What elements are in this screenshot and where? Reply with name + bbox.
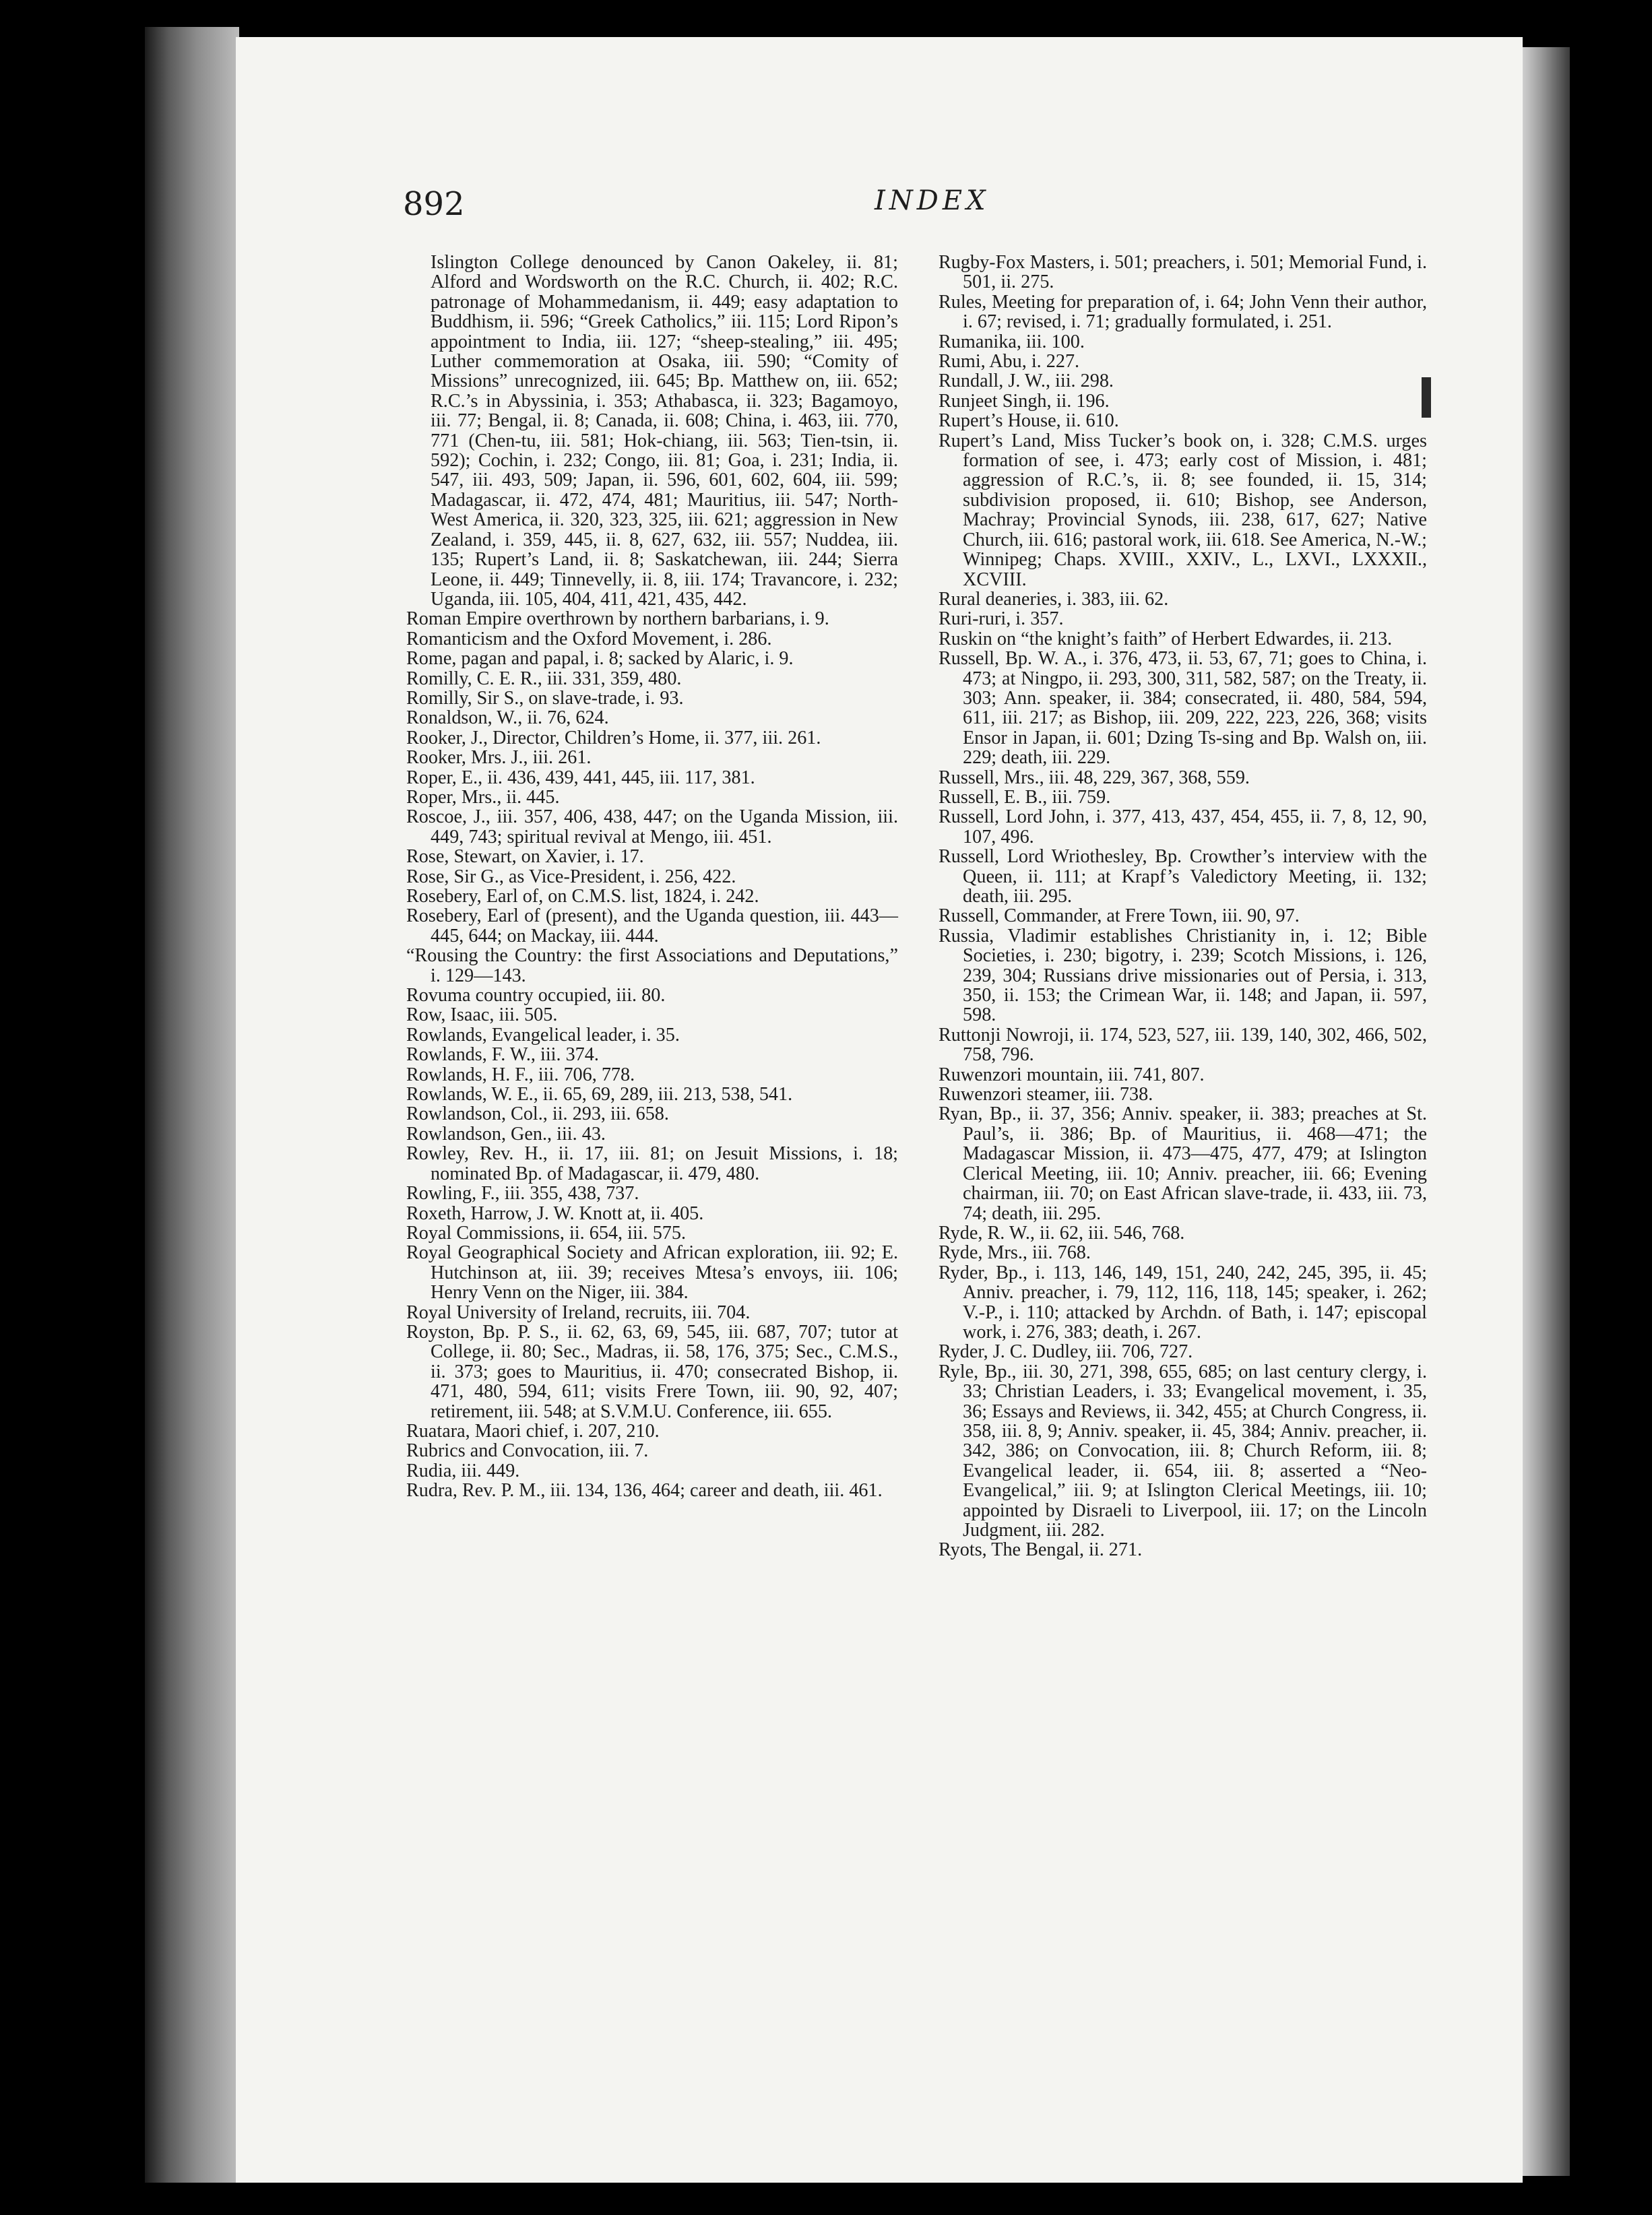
index-entry: Rowlands, Evangelical leader, i. 35. [406,1024,680,1046]
index-entry: Rose, Sir G., as Vice-President, i. 256, 422. [406,866,736,887]
index-entry: “Rousing the Country: the first Associations and Deputations,” i. 129—143. [406,945,898,986]
index-entry: Rowlands, W. E., ii. 65, 69, 289, iii. 213, 538, 541. [406,1084,793,1105]
index-entry: Rowlands, H. F., iii. 706, 778. [406,1064,635,1085]
index-entry: Romanticism and the Oxford Movement, i. 286. [406,628,772,649]
index-entry: Rudra, Rev. P. M., iii. 134, 136, 464; career and death, iii. 461. [406,1480,883,1502]
index-entry: Ryle, Bp., iii. 30, 271, 398, 655, 685; on last century clergy, i. 33; Christian Leaders, i. 33; Evangelical movement, i. 35, 36; Essays and Reviews, ii. 342, 455; at Church Congress, ii. 358, iii. 8, 9; Anniv. speaker, ii. 45, 384; Anniv. preacher, ii. 342, 386; on Convocation, iii. 8; Church Reform, iii. 8; Evangelical leader, ii. 654, iii. 8; asserted a “Neo-Evangelical,” iii. 9; at Islington Clerical Meetings, iii. 10; appointed by Disraeli to Liverpool, iii. 17; on the Lincoln Judgment, iii. 282. [939,1361,1427,1541]
index-entry: Ryots, The Bengal, ii. 271. [939,1539,1143,1561]
index-entry: Rooker, Mrs. J., iii. 261. [406,747,592,769]
index-entry: Roper, E., ii. 436, 439, 441, 445, iii. 117, 381. [406,767,755,788]
index-entry: Russia, Vladimir establishes Christianity in, i. 12; Bible Societies, i. 230; bigotry, i. 239; Scotch Missions, i. 126, 239, 304; Russians drive missionaries out of Persia, i. 313, 350, ii. 153; the Crimean War, ii. 148; and Japan, ii. 597, 598. [939,925,1427,1026]
index-entry: Rudia, iii. 449. [406,1460,520,1481]
index-entry: Rooker, J., Director, Children’s Home, ii. 377, iii. 261. [406,727,821,748]
index-entry: Rundall, J. W., iii. 298. [939,371,1114,392]
page-number: 892 [403,185,465,223]
index-entry: Russell, Commander, at Frere Town, iii. 90, 97. [939,905,1300,927]
index-entry: Ryde, R. W., ii. 62, iii. 546, 768. [939,1222,1185,1244]
index-entry: Royston, Bp. P. S., ii. 62, 63, 69, 545, iii. 687, 707; tutor at College, ii. 80; Sec., Madras, ii. 58, 176, 375; Sec., C.M.S., ii. 373; goes to Mauritius, ii. 470; consecrated Bishop, ii. 471, 480, 594, 611; visits Frere Town, iii. 90, 92, 407; retirement, iii. 548; at S.V.M.U. Conference, iii. 655. [406,1321,898,1422]
index-entry: Russell, Mrs., iii. 48, 229, 367, 368, 559. [939,767,1250,788]
book-page-edge-right [1523,47,1570,2176]
index-entry: Roscoe, J., iii. 357, 406, 438, 447; on the Uganda Mission, iii. 449, 743; spiritual revival at Mengo, iii. 451. [406,806,898,847]
index-entry: Row, Isaac, iii. 505. [406,1004,558,1026]
index-entry: Royal Commissions, ii. 654, iii. 575. [406,1222,687,1244]
index-entry: Russell, Lord John, i. 377, 413, 437, 454, 455, ii. 7, 8, 12, 90, 107, 496. [939,806,1427,847]
index-entry: Runjeet Singh, ii. 196. [939,390,1110,412]
index-entry: Ryan, Bp., ii. 37, 356; Anniv. speaker, ii. 383; preaches at St. Paul’s, ii. 386; Bp. of Mauritius, ii. 468—471; the Madagascar Mission, ii. 473—475, 477, 479; at Islington Clerical Meeting, iii. 10; Anniv. preacher, iii. 66; Evening chairman, iii. 70; on East African slave-trade, ii. 433, iii. 73, 74; death, iii. 295. [939,1103,1427,1224]
index-entry: Rupert’s House, ii. 610. [939,410,1119,432]
index-entry: Rose, Stewart, on Xavier, i. 17. [406,846,644,868]
index-entry: Russell, E. B., iii. 759. [939,786,1111,808]
index-entry: Rowlands, F. W., iii. 374. [406,1044,599,1066]
index-entry: Rowlandson, Col., ii. 293, iii. 658. [406,1103,669,1125]
index-entry: Rowling, F., iii. 355, 438, 737. [406,1183,639,1205]
index-entry: Romilly, Sir S., on slave-trade, i. 93. [406,687,684,709]
index-entry: Ruwenzori mountain, iii. 741, 807. [939,1064,1205,1085]
index-entry: Rules, Meeting for preparation of, i. 64; John Venn their author, i. 67; revised, i. 71; gradually formulated, i. 251. [939,291,1427,333]
index-entry: Rowley, Rev. H., ii. 17, iii. 81; on Jesuit Missions, i. 18; nominated Bp. of Madagascar, ii. 479, 480. [406,1143,898,1184]
index-entry: Ruri-ruri, i. 357. [939,608,1064,630]
index-entry: Rosebery, Earl of (present), and the Uganda question, iii. 443—445, 644; on Mackay, iii. 444. [406,905,898,946]
index-entry: Roxeth, Harrow, J. W. Knott at, ii. 405. [406,1202,704,1224]
index-entry: Ryder, Bp., i. 113, 146, 149, 151, 240, 242, 245, 395, ii. 45; Anniv. preacher, i. 79, 112, 116, 118, 145; speaker, i. 262; V.-P., i. 110; attacked by Archdn. of Bath, i. 147; episcopal work, i. 276, 383; death, i. 267. [939,1262,1427,1343]
index-entry: Ronaldson, W., ii. 76, 624. [406,707,609,729]
index-entry: Islington College denounced by Canon Oakeley, ii. 81; Alford and Wordsworth on the R.C. Church, ii. 402; R.C. patronage of Mohammedanism, ii. 449; easy adaptation to Buddhism, ii. 596; “Greek Catholics,” iii. 115; Lord Ripon’s appointment to India, iii. 127; “sheep-stealing,” iii. 495; Luther commemoration at Osaka, iii. 590; “Comity of Missions” unrecognized, iii. 645; Bp. Matthew on, iii. 652; R.C.’s in Abyssinia, i. 353; Athabasca, ii. 323; Bagamoyo, iii. 77; Bengal, ii. 8; Canada, ii. 608; China, i. 463, iii. 770, 771 (Chen-tu, iii. 581; Hok-chiang, iii. 563; Tien-tsin, ii. 592); Cochin, i. 232; Congo, iii. 81; Goa, i. 231; India, ii. 547, iii. 493, 509; Japan, ii. 596, 601, 602, 604, iii. 599; Madagascar, ii. 472, 474, 481; Mauritius, iii. 547; North-West America, ii. 320, 323, 325, iii. 621; aggression in New Zealand, i. 359, 445, ii. 8, 627, 632, iii. 557; Nuddea, iii. 135; Rupert’s Land, ii. 8; Saskatchewan, iii. 244; Sierra Leone, ii. 449; Tinnevelly, ii. 8, iii. 174; Travancore, i. 232; Uganda, iii. 105, 404, 411, 421, 435, 442. [431,252,898,610]
index-entry: Roman Empire overthrown by northern barbarians, i. 9. [406,608,829,630]
page-header [403,185,1434,226]
book-page-edges-left [145,27,239,2183]
index-entry: Royal University of Ireland, recruits, iii. 704. [406,1302,751,1323]
index-entry: Russell, Bp. W. A., i. 376, 473, ii. 53, 67, 71; goes to China, i. 473; at Ningpo, ii. 293, 300, 311, 582, 587; on the Treaty, ii. 303; Ann. speaker, ii. 384; consecrated, ii. 480, 584, 594, 611, iii. 217; as Bishop, iii. 209, 222, 223, 226, 368; visits Ensor in Japan, ii. 601; Dzing Ts-sing and Bp. Walsh on, iii. 229; death, iii. 229. [939,648,1427,769]
index-entry: Ruwenzori steamer, iii. 738. [939,1084,1153,1105]
index-entry: Rubrics and Convocation, iii. 7. [406,1440,649,1462]
index-column-left [406,253,898,1501]
index-entry: Royal Geographical Society and African exploration, iii. 92; E. Hutchinson at, iii. 39; receives Mtesa’s envoys, iii. 106; Henry Venn on the Niger, iii. 384. [406,1242,898,1304]
index-entry: Roper, Mrs., ii. 445. [406,786,560,808]
index-entry: Ryder, J. C. Dudley, iii. 706, 727. [939,1341,1193,1363]
index-entry: Rumanika, iii. 100. [939,331,1085,352]
index-entry: Ruttonji Nowroji, ii. 174, 523, 527, iii. 139, 140, 302, 466, 502, 758, 796. [939,1024,1427,1066]
index-entry: Rumi, Abu, i. 227. [939,351,1080,373]
index-entry: Romilly, C. E. R., iii. 331, 359, 480. [406,668,682,689]
index-entry: Rupert’s Land, Miss Tucker’s book on, i. 328; C.M.S. urges formation of see, i. 473; early cost of Mission, i. 481; aggression of R.C.’s, ii. 8; see founded, ii. 15, 314; subdivision proposed, ii. 610; Bishop, see Anderson, Machray; Provincial Synods, iii. 238, 617, 627; Native Church, iii. 616; pastoral work, iii. 618. See America, N.-W.; Winnipeg; Chaps. XVIII., XXIV., L., LXVI., LXXXII., XCVIII. [939,430,1427,590]
index-entry: Rugby-Fox Masters, i. 501; preachers, i. 501; Memorial Fund, i. 501, ii. 275. [939,252,1427,293]
index-entry: Ruskin on “the knight’s faith” of Herbert Edwardes, ii. 213. [939,628,1393,649]
index-entry: Rosebery, Earl of, on C.M.S. list, 1824, i. 242. [406,886,759,907]
index-entry: Rovuma country occupied, iii. 80. [406,985,666,1006]
index-entry: Rome, pagan and papal, i. 8; sacked by Alaric, i. 9. [406,648,794,670]
index-entry: Ruatara, Maori chief, i. 207, 210. [406,1420,660,1442]
index-entry: Rural deaneries, i. 383, iii. 62. [939,588,1169,610]
running-title: INDEX [875,185,990,216]
index-entry: Rowlandson, Gen., iii. 43. [406,1123,606,1145]
index-entry: Russell, Lord Wriothesley, Bp. Crowther’s interview with the Queen, ii. 111; at Krapf’s Valedictory Meeting, ii. 132; death, iii. 295. [939,846,1427,907]
index-column-right [939,253,1427,1560]
index-entry: Ryde, Mrs., iii. 768. [939,1242,1091,1264]
